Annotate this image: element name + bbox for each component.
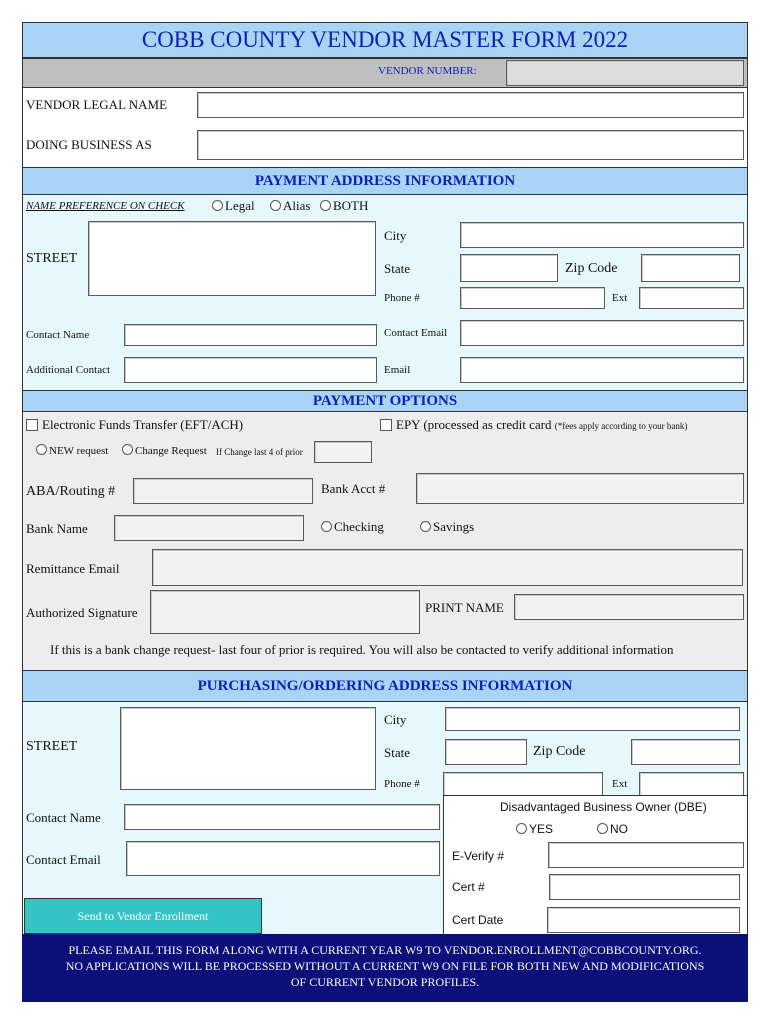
payment-street-field[interactable] [88,221,376,296]
bank-name-field[interactable] [114,515,304,541]
dbe-no-radio[interactable]: NO [597,822,628,836]
bank-name-label: Bank Name [26,521,88,536]
payment-phone-label: Phone # [384,292,420,304]
doing-business-as-label: DOING BUSINESS AS [26,137,152,152]
name-pref-alias-radio[interactable]: Alias [270,198,310,214]
name-pref-both-radio[interactable]: BOTH [320,198,368,214]
remittance-email-label: Remittance Email [26,561,120,576]
payment-email-label: Email [384,364,411,376]
bank-acct-label: Bank Acct # [321,481,386,496]
change-request-radio[interactable]: Change Request [122,444,207,457]
payment-contact-name-label: Contact Name [26,329,90,341]
print-name-label: PRINT NAME [425,600,504,615]
purchasing-street-field[interactable] [120,707,376,790]
payment-email-field[interactable] [460,357,744,383]
new-request-radio[interactable]: NEW request [36,444,108,457]
vendor-legal-name-field[interactable] [197,92,744,118]
payment-options-header: PAYMENT OPTIONS [22,390,748,412]
payment-city-field[interactable] [460,222,744,248]
cert-date-label: Cert Date [452,913,504,927]
footer-line-3: OF CURRENT VENDOR PROFILES. [290,975,480,989]
eft-checkbox[interactable]: Electronic Funds Transfer (EFT/ACH) [26,417,243,433]
dbe-title: Disadvantaged Business Owner (DBE) [500,800,707,814]
vendor-number-label: VENDOR NUMBER: [378,65,477,77]
payment-state-field[interactable] [460,254,558,282]
name-pref-legal-radio[interactable]: Legal [212,198,255,214]
remittance-email-field[interactable] [152,549,743,586]
vendor-number-field[interactable] [506,60,744,86]
purchasing-state-label: State [384,745,410,760]
radio-icon [321,521,332,532]
vendor-legal-name-label: VENDOR LEGAL NAME [26,97,168,112]
form-title: COBB COUNTY VENDOR MASTER FORM 2022 [22,22,748,58]
dbe-yes-radio[interactable]: YES [516,822,553,836]
bank-acct-field[interactable] [416,473,744,504]
payment-contact-name-field[interactable] [124,324,377,346]
purchasing-contact-email-field[interactable] [126,841,440,876]
name-preference-label: NAME PREFERENCE ON CHECK [26,200,185,212]
radio-icon [420,521,431,532]
purchasing-ext-label: Ext [612,778,628,790]
purchasing-city-field[interactable] [445,707,740,731]
savings-radio[interactable]: Savings [420,519,474,535]
prior-last-four-field[interactable] [314,441,372,463]
purchasing-zip-field[interactable] [631,739,740,765]
radio-icon [320,200,331,211]
purchasing-phone-label: Phone # [384,778,420,790]
purchasing-contact-name-field[interactable] [124,804,440,830]
purchasing-header: PURCHASING/ORDERING ADDRESS INFORMATION [22,670,748,702]
doing-business-as-field[interactable] [197,130,744,160]
additional-contact-field[interactable] [124,357,377,383]
payment-street-label: STREET [26,251,78,266]
radio-icon [36,444,47,455]
payment-contact-email-field[interactable] [460,320,744,346]
payment-phone-field[interactable] [460,287,605,309]
send-to-vendor-enrollment-button[interactable]: Send to Vendor Enrollment [24,898,262,934]
purchasing-ext-field[interactable] [639,772,744,796]
cert-number-field[interactable] [549,874,740,900]
purchasing-zip-label: Zip Code [533,744,586,759]
cert-date-field[interactable] [547,907,740,933]
bank-change-notice: If this is a bank change request- last four of prior is required. You will also be contacted to verify additional information [50,642,674,657]
cert-number-label: Cert # [452,880,485,894]
authorized-signature-label: Authorized Signature [26,605,138,620]
checkbox-icon [26,419,38,431]
radio-icon [122,444,133,455]
footer-line-1: PLEASE EMAIL THIS FORM ALONG WITH A CURRENT YEAR W9 TO VENDOR.ENROLLMENT@COBBCOUNTY.ORG. [68,943,702,957]
everify-field[interactable] [548,842,744,868]
radio-icon [597,823,608,834]
aba-routing-field[interactable] [133,478,313,504]
purchasing-phone-field[interactable] [443,772,603,796]
aba-routing-label: ABA/Routing # [26,484,116,499]
checkbox-icon [380,419,392,431]
radio-icon [270,200,281,211]
footer-notice [22,934,748,1002]
payment-city-label: City [384,228,407,243]
radio-icon [212,200,223,211]
payment-state-label: State [384,261,410,276]
additional-contact-label: Additional Contact [26,364,111,376]
footer-line-2: NO APPLICATIONS WILL BE PROCESSED WITHOUT A CURRENT W9 ON FILE FOR BOTH NEW AND MODIFICATIONS [65,959,705,973]
purchasing-street-label: STREET [26,739,78,754]
payment-ext-field[interactable] [639,287,744,309]
payment-zip-label: Zip Code [565,261,618,276]
radio-icon [516,823,527,834]
purchasing-contact-email-label: Contact Email [26,852,101,867]
payment-address-header: PAYMENT ADDRESS INFORMATION [22,167,748,195]
purchasing-state-field[interactable] [445,739,527,765]
purchasing-city-label: City [384,712,407,727]
authorized-signature-field[interactable] [150,590,420,634]
checking-radio[interactable]: Checking [321,519,384,535]
everify-label: E-Verify # [452,849,505,863]
payment-contact-email-label: Contact Email [384,327,448,339]
payment-ext-label: Ext [612,292,628,304]
purchasing-contact-name-label: Contact Name [26,810,101,825]
change-note-label: If Change last 4 of prior [216,447,303,457]
print-name-field[interactable] [514,594,744,620]
payment-zip-field[interactable] [641,254,740,282]
epy-checkbox[interactable]: EPY (processed as credit card (*fees apply according to your bank) [380,417,687,433]
